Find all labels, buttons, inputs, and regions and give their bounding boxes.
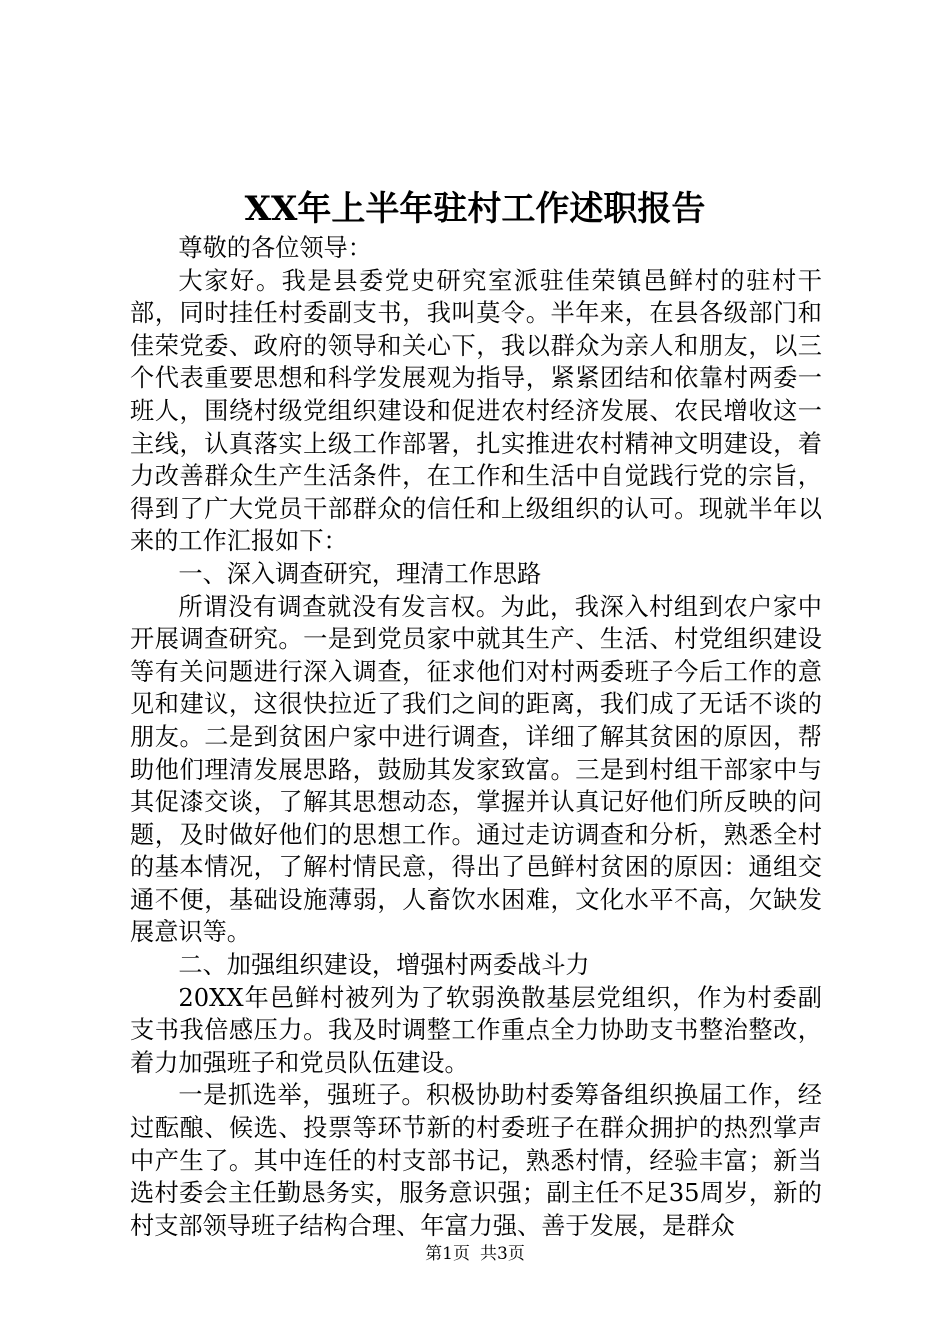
- section-heading-2: 二、加强组织建设，增强村两委战斗力: [178, 951, 590, 980]
- document-title: XX年上半年驻村工作述职报告: [244, 189, 706, 229]
- paragraph-organization: 20XX年邑鲜村被列为了软弱涣散基层党组织，作为村委副支书我倍感压力。我及时调整工作重点全力协助支书整治整改，着力加强班子和党员队伍建设。: [130, 983, 822, 1077]
- paragraph-intro: 大家好。我是县委党史研究室派驻佳荣镇邑鲜村的驻村干部，同时挂任村委副支书，我叫莫令。半年来，在县各级部门和佳荣党委、政府的领导和关心下，我以群众为亲人和朋友，以三个代表重要思想和科学发展观为指导，紧紧团结和依靠村两委一班人，围绕村级党组织建设和促进农村经济发展、农民增收这一主线，认真落实上级工作部署，扎实推进农村精神文明建设，着力改善群众生产生活条件，在工作和生活中自觉践行党的宗旨，得到了广大党员干部群众的信任和上级组织的认可。现就半年以来的工作汇报如下：: [130, 266, 822, 556]
- page-total: 共3页: [480, 1244, 525, 1264]
- document-body: [130, 232, 822, 1242]
- page-footer: [0, 1242, 950, 1266]
- section-heading-1: 一、深入调查研究，理清工作思路: [178, 559, 542, 588]
- paragraph-research: 所谓没有调查就没有发言权。为此，我深入村组到农户家中开展调查研究。一是到党员家中就其生产、生活、村党组织建设等有关问题进行深入调查，征求他们对村两委班子今后工作的意见和建议，这很快拉近了我们之间的距离，我们成了无话不谈的朋友。二是到贫困户家中进行调查，详细了解其贫困的原因，帮助他们理清发展思路，鼓励其发家致富。三是到村组干部家中与其促漆交谈，了解其思想动态，掌握并认真记好他们所反映的问题，及时做好他们的思想工作。通过走访调查和分析，熟悉全村的基本情况，了解村情民意，得出了邑鲜村贫困的原因：通组交通不便，基础设施薄弱，人畜饮水困难，文化水平不高，欠缺发展意识等。: [130, 592, 822, 947]
- page-number: 第1页: [425, 1244, 470, 1264]
- paragraph-election: 一是抓选举，强班子。积极协助村委筹备组织换届工作，经过酝酿、候选、投票等环节新的村委班子在群众拥护的热烈掌声中产生了。其中连任的村支部书记，熟悉村情，经验丰富；新当选村委会主任勤恳务实，服务意识强；副主任不足35周岁，新的村支部领导班子结构合理、年富力强、善于发展，是群众: [130, 1081, 822, 1240]
- salutation: 尊敬的各位领导：: [178, 234, 372, 262]
